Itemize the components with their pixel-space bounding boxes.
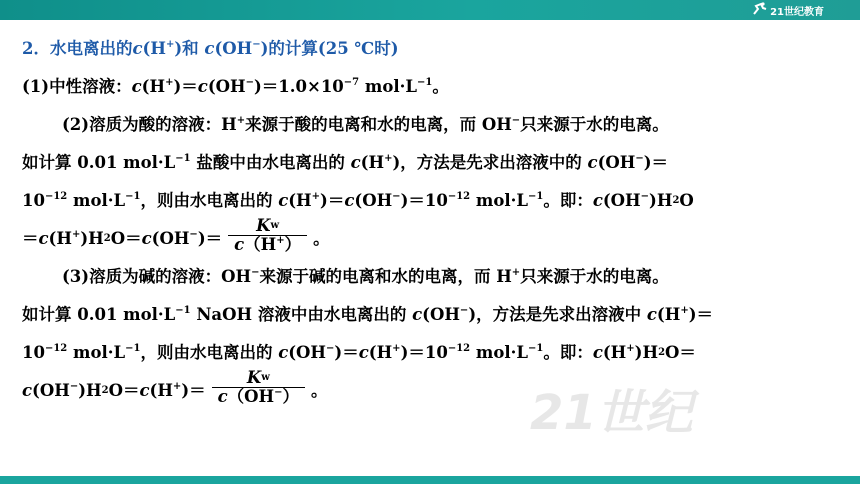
line-base-1: (3)溶质为碱的溶液：OH−来源于碱的电离和水的电离，而 H+只来源于水的电离。	[62, 267, 669, 286]
line-base-4: c(OH−)H2O＝c(H+)＝ $\frac{Kw}{c(OH^-)}$ 。	[22, 368, 328, 406]
logo-text: 21世纪教育	[770, 6, 824, 18]
bottom-bar	[0, 476, 860, 484]
line-base-3: $10^{-12}$ $mol\cdot L^{-1}$，则由水电离出的 $c(OH^-)=c(H^+)=10^{-12}$ $mol\cdot L^{-1}$。即：c(H+)H2O＝	[22, 343, 696, 362]
watermark-logo: 21世纪	[530, 385, 693, 441]
document-body	[22, 30, 842, 410]
line-base-2: 如计算 0.01 $mol\cdot L^{-1}$ NaOH 溶液中由水电离出的 c(OH−)，方法是先求出溶液中 c(H+)＝	[22, 305, 714, 324]
line-neutral	[22, 68, 842, 106]
line-acid-1: (2)溶质为酸的溶液：H+来源于酸的电离和水的电离，而 OH−只来源于水的电离。	[62, 115, 669, 134]
fraction-kw-oh: $\frac{Kw}{c(OH^-)}$	[212, 369, 305, 406]
text-l1: (1)中性溶液：$c(H^+)=c(OH^-)=1.0\times 10^{-7}$ $mol\cdot L^{-1}$。	[22, 77, 449, 96]
fraction-kw-h: $\frac{Kw}{c(H^+)}$	[228, 217, 307, 254]
runner-icon	[751, 2, 767, 19]
section-heading: 2．水电离出的c(H+)和 c(OH−)的计算(25 ℃时)	[22, 39, 399, 58]
line-acid-2: 如计算 0.01 $mol\cdot L^{-1}$ 盐酸中由水电离出的 c(H+)，方法是先求出溶液中的 c(OH−)＝	[22, 153, 669, 172]
line-acid-4: ＝c(H+)H2O＝c(OH−)＝ $\frac{Kw}{c(H^+)}$ 。	[22, 216, 330, 254]
line-acid-3: $10^{-12}$ $mol\cdot L^{-1}$，则由水电离出的 $c(H^+)=c(OH^-)=10^{-12}$ $mol\cdot L^{-1}$。即：c(OH−)H2O	[22, 191, 694, 210]
brand-logo	[751, 2, 824, 18]
top-bar	[0, 0, 860, 20]
